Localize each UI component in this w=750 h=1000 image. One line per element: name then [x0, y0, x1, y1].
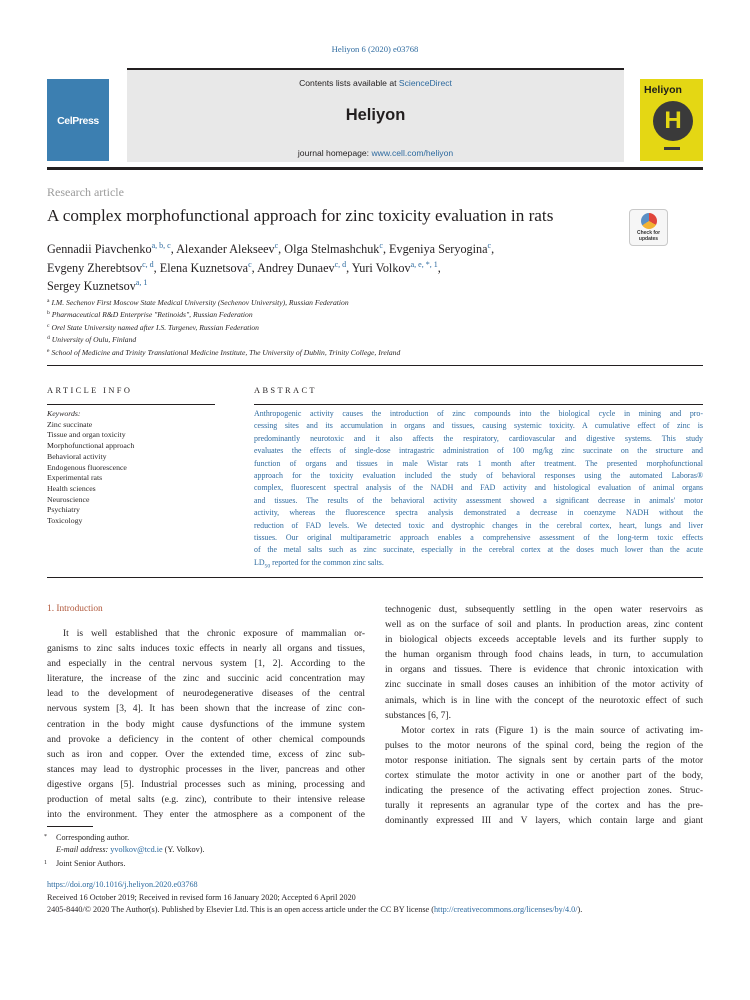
abstract-text: Anthropogenic activity causes the introduction of zinc compounds into the biological cycle in mining and pro- cessing sites and its accumulation in organs and tissues, causing systemic toxicity. A cumulative effect of zinc is predominantly neurotoxic and it also affects the respiratory, cardiovascular and digestive systems. This study evaluates the effects of single-dose intragastric administration of 100 mg/kg zinc succinate on the structure and function of organs and tissues in male Wistar rats 1 month after treatment. The presented morphofunctional approach for the toxicity evaluation included the study of behavioral responses using the automated Laboras® complex, fluorescent spectral analysis of the NADH and FAD activity and histological evaluation of animal organs and tissues. The results of the behavioral activity assessment showed a significant decrease in animals' motor activity, whereas the fluorescence spectra analysis demonstrated a decrease in coenzyme NADH without the reduction of FAD levels. We detected toxic and dystrophic changes in the cerebral cortex, heart, lungs and liver tissues. Our original multiparametric approach enables a comprehensive assessment of the long-term toxic effects of the metal salts such as zinc succinate, especially in the cerebral cortex at the doses much lower than the acute $LD_{50}$ reported for the common zinc salts. [254, 409, 703, 570]
author[interactable]: Gennadii Piavchenko$^{a, b, c}$ [47, 241, 171, 256]
cover-foot-mark [664, 147, 680, 150]
keyword: Experimental rats [47, 473, 103, 483]
updates-icon [641, 213, 657, 229]
joint-authors-note: 1 Joint Senior Authors. [44, 858, 126, 868]
article-info-heading: ARTICLE INFO [47, 386, 133, 395]
email-note: E-mail address: yvolkov@tcd.ie (Y. Volkov). [56, 845, 205, 855]
affiliation: $^a$ I.M. Sechenov First Moscow State Medical University (Sechenov University), Russian Federation [47, 298, 349, 307]
homepage-prefix: journal homepage: [297, 148, 372, 158]
author[interactable]: Olga Stelmashchuk$^c$ [284, 241, 383, 256]
keyword: Toxicology [47, 516, 83, 526]
keyword: Tissue and organ toxicity [47, 430, 126, 440]
cover-h-logo: H [653, 101, 693, 141]
homepage-line [127, 148, 624, 158]
keyword: Behavioral activity [47, 451, 107, 461]
keyword: Endogenous fluorescence [47, 462, 127, 472]
sciencedirect-link[interactable]: ScienceDirect [398, 78, 452, 88]
masthead-top-rule [127, 68, 624, 70]
homepage-link[interactable]: www.cell.com/heliyon [371, 148, 454, 158]
author-email-link[interactable]: yvolkov@tcd.ie [110, 845, 163, 855]
abstract-heading: ABSTRACT [254, 386, 317, 395]
affiliation: $^c$ Orel State University named after I.S. Turgenev, Russian Federation [47, 322, 259, 332]
author[interactable]: Evgeny Zherebtsov$^{c, d}$ [47, 259, 154, 275]
keyword: Psychiatry [47, 505, 80, 515]
author[interactable]: Elena Kuznetsova$^c$ [159, 259, 252, 275]
publication-info [47, 879, 582, 917]
contents-line [127, 78, 624, 88]
keywords-label: Keywords: [47, 409, 81, 418]
keywords-block [47, 409, 134, 527]
affiliation: $^e$ School of Medicine and Trinity Translational Medicine Institute, The University of Dublin, Trinity College, Ireland [47, 347, 401, 357]
journal-reference[interactable]: Heliyon 6 (2020) e03768 [331, 44, 419, 54]
updates-label: Check for updates [636, 230, 661, 242]
keyword: Morphofunctional approach [47, 441, 135, 451]
affiliation: $^b$ Pharmaceutical R&D Enterprise "Retinoids", Russian Federation [47, 310, 253, 320]
keyword: Neuroscience [47, 494, 90, 504]
doi-link[interactable]: https://doi.org/10.1016/j.heliyon.2020.e03768 [47, 880, 198, 889]
author[interactable]: Sergey Kuznetsov$^{a, 1}$ [47, 278, 148, 294]
footnote-rule [47, 826, 93, 827]
received-dates: Received 16 October 2019; Received in revised form 16 January 2020; Accepted 6 April 2020 [47, 892, 356, 902]
keyword: Zinc succinate [47, 419, 93, 429]
footnotes [44, 831, 205, 870]
publisher-logo-text: CelPress [57, 115, 99, 127]
article-title: A complex morphofunctional approach for zinc toxicity evaluation in rats [47, 206, 554, 225]
abstract-end-rule [47, 577, 703, 578]
author[interactable]: Evgeniya Seryogina$^c$ [389, 241, 492, 256]
author[interactable]: Andrey Dunaev$^{c, d}$ [257, 259, 347, 275]
cover-title: Heliyon [644, 84, 682, 96]
body-column-left: It is well established that the chronic exposure of mammalian or- ganisms to zinc salts induces toxic effects in nearly all organs and tissues, and especially in the central nervous system [1, 2]. According to the literature, the increase of the zinc and succinic acid concentration may lead to the development of neurodegenerative diseases of the central nervous system [3, 4]. It has been shown that the increase of zinc con- centration in the body might cause dysfunctions of the immune system and provoke a deficiency in the content of other chemical compounds such as iron and copper. Over the extended time, excess of zinc sub- stances may lead to dystrophic processes in the liver, pancreas and other digestive organs [5]. Industrial processes such as mining, processing and production of metal salts (e.g. zinc), contribute to their intensive release into the environment. They enter the atmosphere as a component of the [47, 629, 365, 821]
contents-prefix: Contents lists available at [299, 78, 399, 88]
introduction-heading: 1. Introduction [47, 604, 103, 614]
affiliations [47, 297, 697, 359]
front-matter-divider [47, 365, 703, 366]
journal-name: Heliyon [345, 106, 406, 124]
check-for-updates-badge[interactable] [629, 209, 668, 246]
article-type: Research article [47, 185, 124, 199]
article-info-rule [47, 404, 215, 405]
license-line: 2405-8440/© 2020 The Author(s). Published by Elsevier Ltd. This is an open access article under the CC BY license (http://creativecommons.org/licenses/by/4.0/). [47, 905, 583, 915]
affiliation: $^d$ University of Oulu, Finland [47, 335, 137, 345]
abstract-rule [254, 404, 703, 405]
author-list: Gennadii Piavchenko$^{a, b, c}$, Alexander Alekseev$^c$, Olga Stelmashchuk$^c$, Evgeniya Seryogina$^c$, Evgeny Zherebtsov$^{c, d}$, Elena Kuznetsova$^c$, Andrey Dunaev$^{c, d}$, Yuri Volkov$^{a, e, *, 1}$, Sergey Kuznetsov$^{a, 1}$ [47, 241, 495, 294]
author[interactable]: Alexander Alekseev$^c$ [176, 241, 279, 256]
masthead-bottom-rule [47, 167, 703, 170]
keyword: Health sciences [47, 483, 96, 493]
journal-cover[interactable] [640, 79, 703, 161]
corresponding-author-note: * Corresponding author. [44, 833, 130, 842]
body-column-right: technogenic dust, subsequently settling in the open water reservoirs as well as on the surface of soil and plants. In production areas, zinc content in biological objects exceeds acceptable levels and its further supply to the human organism through food chains leads, in turn, to accumulation in organs and tissues. There is evidence that chronic intoxication with zinc succinate in small doses causes an inhibition of the motor activity of animals, which is in line with the concept of the neurotoxic effect of such substances [6, 7]. Motor cortex in rats (Figure 1) is the main source of activating im- pulses to the motor neurons of the spinal cord, being the region of the motor response initiation. The signals sent by certain parts of the motor cortex stimulate the motor activity in one or another part of the body, indicating the presence of the activating effect projection zones. Struc- turally it represents an agranular type of the cortex and has the pre- dominantly expressed III and V layers, which contain large and giant [385, 605, 703, 827]
license-link[interactable]: http://creativecommons.org/licenses/by/4.0/ [433, 905, 578, 915]
author[interactable]: Yuri Volkov$^{a, e, *, 1}$ [351, 259, 438, 275]
publisher-logo[interactable] [47, 79, 109, 161]
